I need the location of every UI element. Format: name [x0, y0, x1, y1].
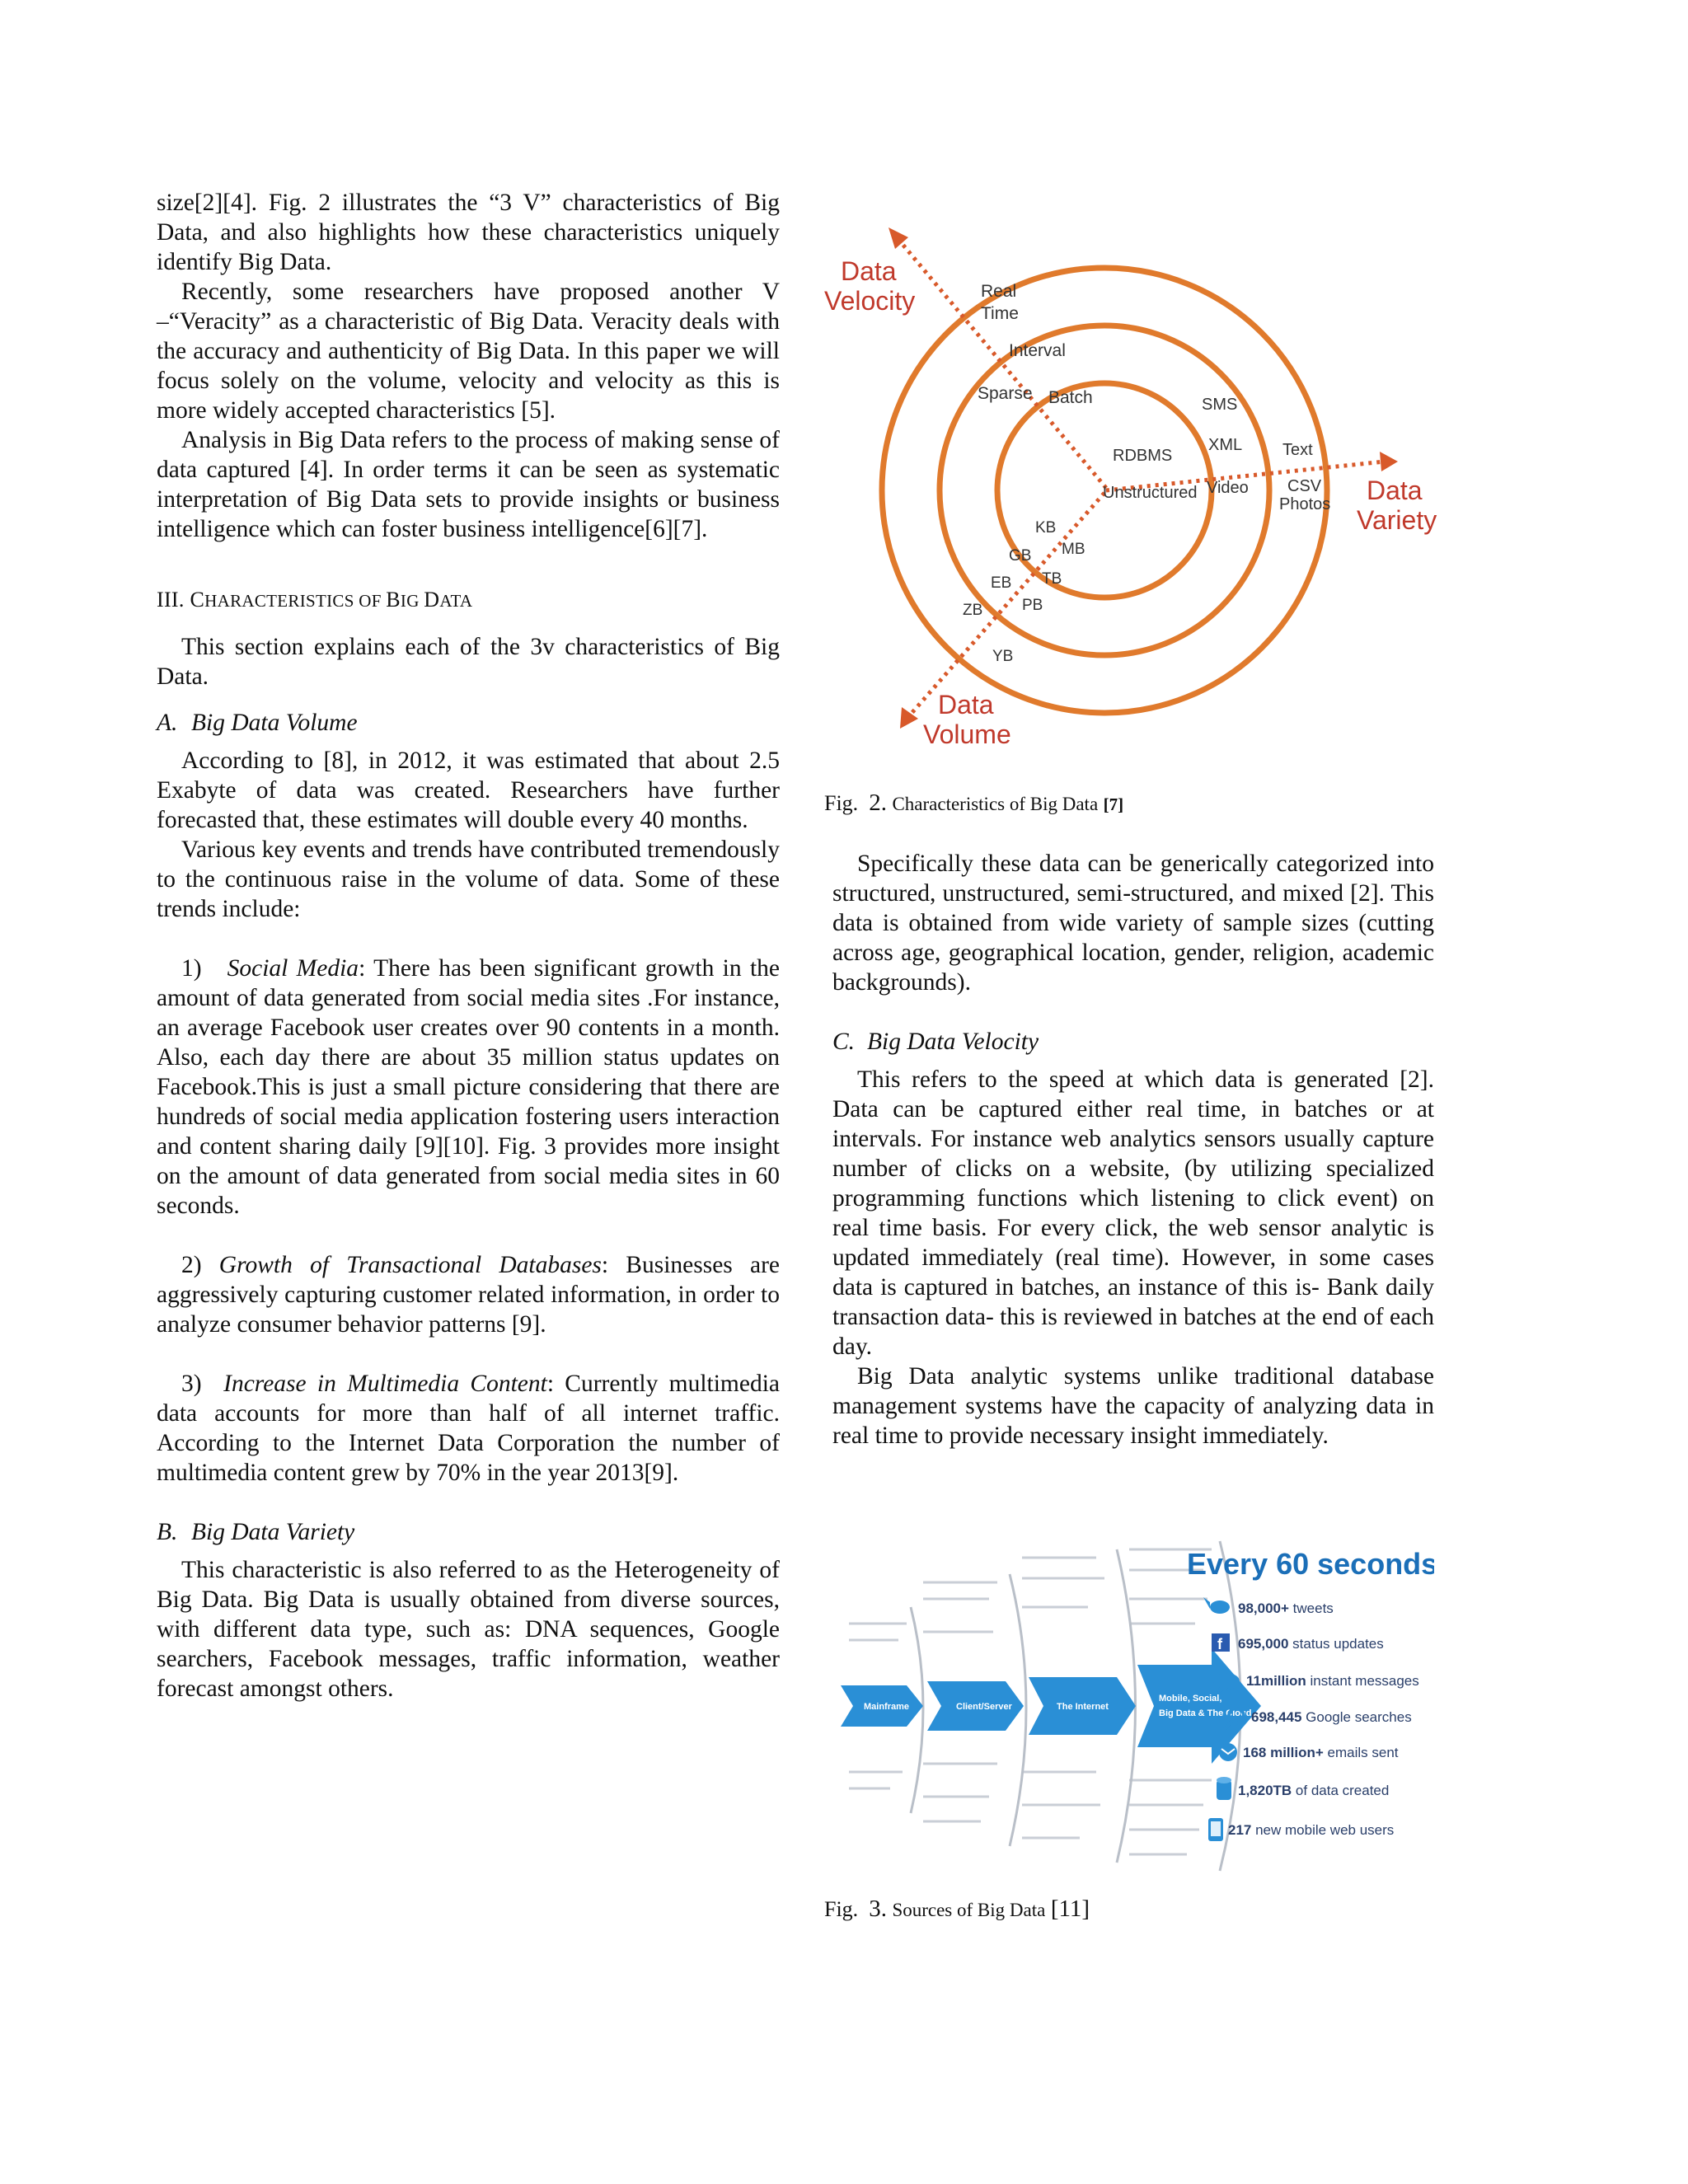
variety-label: CSV [1287, 477, 1322, 495]
volume-axis-title: Data [938, 690, 994, 719]
paragraph: This refers to the speed at which data is generated [2]. Data can be captured either real time, in batches or at intervals. For instance web analytics sensors usually capture number of clicks on a website, (by utilizing specialized programming functions which listening to click event) on real time basis. For every click, the web sensor analytic is updated immediately (real time). However, in some cases data is captured in batches, an instance of this is- Bank daily transaction data- this is reviewed in batches at the end of each day. [832, 1066, 1434, 1360]
paragraph: Recently, some researchers have proposed another V –“Veracity” as a characteristic of Big Data. Veracity deals with the accuracy and authenticity of Big Data. In this paper we will focus solely on the volume, velocity and velocity as this is more widely accepted characteristics [5]. [157, 279, 780, 424]
variety-label: Unstructured [1103, 484, 1198, 502]
volume-label: YB [992, 648, 1014, 665]
stat-row: 1,820TB of data created [1238, 1783, 1390, 1798]
paragraph: According to [8], in 2012, it was estimated that about 2.5 Exabyte of data was created. Researchers have further forecasted that, these estimates will double every 40 months. [157, 748, 780, 833]
email-icon [1219, 1743, 1237, 1761]
velocity-label: Interval [1009, 341, 1066, 360]
paragraph: size[2][4]. Fig. 2 illustrates the “3 V” characteristics of Big Data, and also highlights how these characteristics uniquely identify Big Data. [157, 190, 780, 275]
stat-row: 695,000 status updates [1238, 1636, 1384, 1652]
velocity-label: Time [981, 304, 1019, 323]
variety-label: XML [1208, 436, 1243, 454]
paragraph: Big Data analytic systems unlike traditional database management systems have the capacity of analyzing data in real time to provide necessary insight immediately. [832, 1363, 1434, 1449]
volume-label: MB [1062, 541, 1085, 558]
variety-label: RDBMS [1113, 447, 1173, 465]
stage-label: Client/Server [956, 1702, 1012, 1712]
variety-label: SMS [1202, 396, 1238, 414]
variety-label: Photos [1279, 495, 1331, 513]
svg-text:f: f [1217, 1636, 1222, 1652]
subsection-heading: A. Big Data Volume [157, 710, 358, 736]
volume-label: GB [1009, 547, 1032, 565]
volume-label: TB [1042, 570, 1062, 588]
stat-row: 11million instant messages [1246, 1673, 1419, 1689]
stat-row: 698,445 Google searches [1251, 1709, 1412, 1725]
database-icon [1217, 1777, 1231, 1800]
stage-label: Mainframe [864, 1702, 910, 1712]
velocity-label: Batch [1048, 388, 1093, 407]
velocity-label: Sparse [978, 384, 1033, 403]
figure-2-diagram [816, 223, 1442, 758]
variety-label: Text [1282, 441, 1313, 459]
variety-arrowhead [1380, 452, 1398, 471]
subsection-heading: B. Big Data Variety [157, 1519, 355, 1545]
stage-label: The Internet [1057, 1702, 1109, 1712]
section-number: III. [157, 588, 185, 612]
variety-label: Video [1207, 479, 1249, 497]
paragraph: Analysis in Big Data refers to the process of making sense of data captured [4]. In order terms it can be seen as systematic interpretation of Big Data sets to provide insights or business intelligence which can foster business intelligence[6][7]. [157, 427, 780, 542]
list-item: 3) Increase in Multimedia Content: Currently multimedia data accounts for more than half of all internet traffic. According to the Internet Data Corporation the number of multimedia content grew by 70% in the year 2013[9]. [157, 1371, 780, 1486]
figure-3-caption: Fig. 3. Sources of Big Data [11] [824, 1896, 1090, 1922]
volume-label: PB [1022, 597, 1043, 614]
section-heading: III. CHARACTERISTICS OF BIG DATA [157, 588, 473, 612]
right-column [832, 849, 1434, 1451]
paragraph: This section explains each of the 3v characteristics of Big Data. [157, 634, 780, 690]
volume-label: EB [991, 574, 1012, 592]
variety-axis-title: Data [1367, 476, 1423, 505]
subsection-heading: C. Big Data Velocity [832, 1029, 1039, 1055]
list-item: 2) Growth of Transactional Databases: Businesses are aggressively capturing customer related information, in order to analyze consumer behavior patterns [9]. [157, 1252, 781, 1338]
velocity-axis-title: Data [841, 256, 897, 286]
infographic-heading: Every 60 seconds [1187, 1547, 1434, 1581]
list-item: 1) Social Media: There has been significant growth in the amount of data generated from social media sites .For instance, an average Facebook user creates over 90 contents in a month. Also, each day there are about 35 million status updates on Facebook.This is just a small picture considering that there are hundreds of social media application fostering users interaction and content sharing daily [9][10]. Fig. 3 provides more insight on the amount of data generated from social media sites in 60 seconds. [157, 955, 780, 1219]
svg-text:Volume: Volume [923, 719, 1011, 749]
volume-arrowhead [900, 707, 918, 729]
figure-3-infographic [832, 1533, 1434, 1879]
stat-row: 217 new mobile web users [1228, 1822, 1395, 1838]
stat-row: 98,000+ tweets [1238, 1601, 1334, 1616]
volume-label: ZB [963, 602, 983, 619]
stat-row: 168 million+ emails sent [1243, 1745, 1399, 1760]
paragraph: Specifically these data can be generically categorized into structured, unstructured, semi-structured, and mixed [2]. This data is obtained from wide variety of sample sizes (cutting across age, geographical location, gender, religion, academic backgrounds). [832, 851, 1434, 996]
volume-label: KB [1035, 519, 1057, 537]
mobile-icon [1208, 1818, 1223, 1841]
svg-text:Variety: Variety [1357, 505, 1437, 535]
figure-2-caption: Fig. 2. Characteristics of Big Data [7] [824, 790, 1124, 816]
velocity-label: Real [981, 282, 1017, 301]
three-v-diagram [816, 223, 1442, 758]
stage-label: Mobile, Social, [1159, 1694, 1222, 1704]
stage-label: Big Data & The Cloud [1159, 1708, 1252, 1718]
paragraph: Various key events and trends have contributed tremendously to the continuous raise in the volume of data. Some of these trends include: [157, 837, 780, 922]
svg-text:Velocity: Velocity [824, 286, 916, 316]
facebook-icon [1212, 1633, 1230, 1652]
left-column [157, 188, 780, 1704]
every-60-seconds-infographic [832, 1533, 1434, 1879]
paragraph: This characteristic is also referred to as the Heterogeneity of Big Data. Big Data is usually obtained from diverse sources, with different data type, such as: DNA sequences, Google searchers, Facebook messages, traffic information, weather forecast amongst others. [157, 1557, 780, 1702]
